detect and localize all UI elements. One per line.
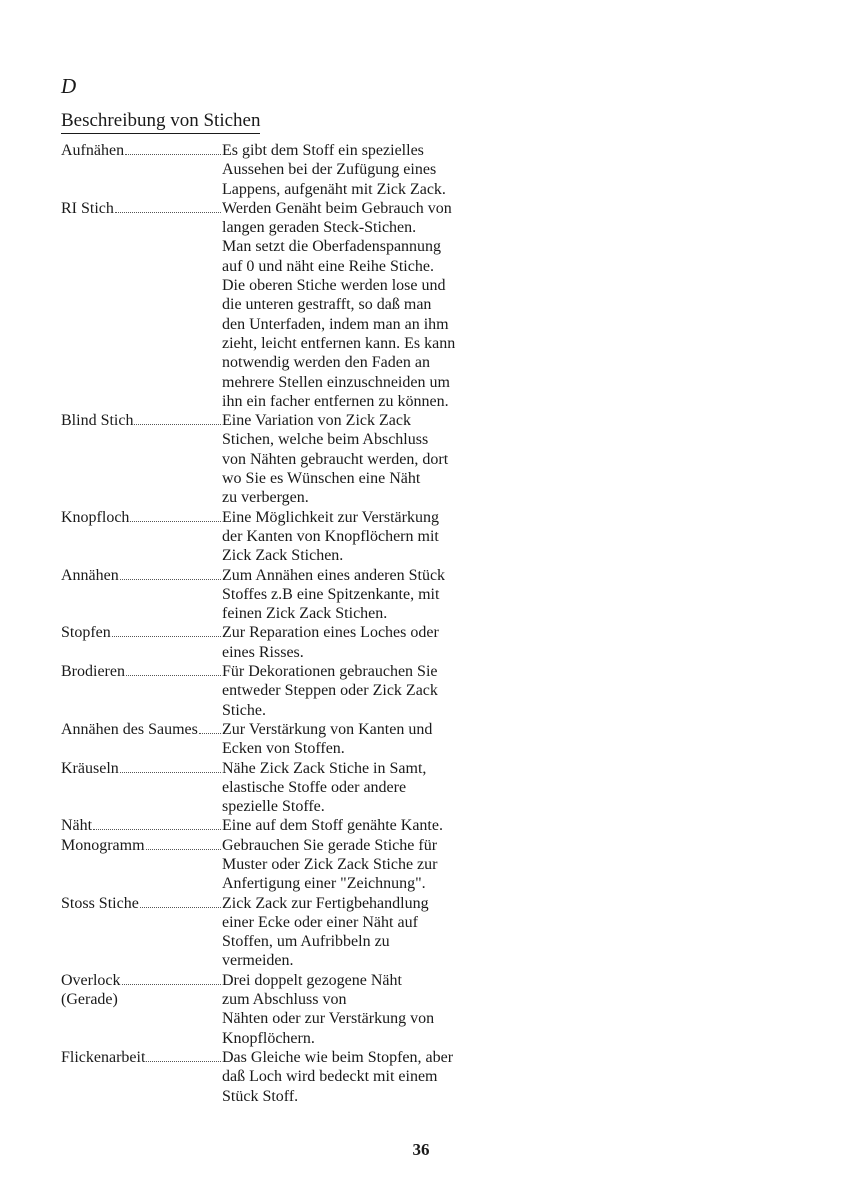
description-line: Knopflöchern. — [222, 1029, 315, 1047]
dot-leader — [140, 907, 221, 908]
description-line: Anfertigung einer "Zeichnung". — [222, 875, 426, 893]
glossary-term — [61, 662, 222, 720]
glossary-entry — [61, 508, 481, 566]
glossary-entry — [61, 894, 481, 971]
glossary-description — [222, 662, 481, 720]
term-text: Knopfloch — [61, 508, 130, 526]
description-line: wo Sie es Wünschen eine Näht — [222, 470, 421, 488]
glossary-description — [222, 141, 481, 199]
description-line: feinen Zick Zack Stichen. — [222, 605, 388, 623]
glossary-description — [222, 623, 481, 662]
description-line: Ecken von Stoffen. — [222, 740, 345, 758]
description-line: die unteren gestrafft, so daß man — [222, 296, 432, 314]
glossary-entry — [61, 141, 481, 199]
term-line — [61, 662, 222, 681]
glossary-entry — [61, 566, 481, 624]
description-line: daß Loch wird bedeckt mit einem — [222, 1068, 438, 1086]
glossary-entry — [61, 836, 481, 894]
description-line: Eine auf dem Stoff genähte Kante. — [222, 817, 443, 835]
section-letter: D — [61, 74, 77, 98]
glossary-entry — [61, 411, 481, 507]
term-text: Stopfen — [61, 624, 111, 642]
description-line: Nähten oder zur Verstärkung von — [222, 1010, 435, 1028]
dot-leader — [146, 849, 221, 850]
description-line: Stiche. — [222, 701, 266, 719]
glossary-term — [61, 971, 222, 1048]
glossary-term — [61, 508, 222, 566]
glossary-description — [222, 759, 481, 817]
term-line — [61, 894, 222, 913]
term-text: Annähen des Saumes — [61, 720, 198, 738]
description-line: Zur Verstärkung von Kanten und — [222, 720, 433, 738]
description-line: vermeiden. — [222, 952, 294, 970]
dot-leader — [122, 984, 221, 985]
dot-leader — [134, 424, 221, 425]
term-text: Monogramm — [61, 836, 145, 854]
description-line: den Unterfaden, indem man an ihm — [222, 315, 449, 333]
description-line: Stoffen, um Aufribbeln zu — [222, 933, 390, 951]
term-line — [61, 566, 222, 585]
dot-leader — [93, 829, 221, 830]
glossary-term — [61, 411, 222, 507]
dot-leader — [130, 521, 221, 522]
dot-leader — [120, 579, 221, 580]
dot-leader — [199, 733, 221, 734]
dot-leader — [115, 212, 221, 213]
term-line — [61, 836, 222, 855]
description-line: Stichen, welche beim Abschluss — [222, 431, 429, 449]
glossary-description — [222, 508, 481, 566]
dot-leader — [146, 1061, 221, 1062]
term-text: Overlock — [61, 971, 121, 989]
description-line: der Kanten von Knopflöchern mit — [222, 527, 439, 545]
description-line: langen geraden Steck-Stichen. — [222, 219, 417, 237]
term-text: (Gerade) — [61, 991, 118, 1009]
term-line — [61, 199, 222, 218]
glossary-term — [61, 816, 222, 835]
section-title: Beschreibung von Stichen — [61, 111, 260, 134]
description-line: Nähe Zick Zack Stiche in Samt, — [222, 759, 427, 777]
glossary-description — [222, 894, 481, 971]
term-text: Blind Stich — [61, 412, 134, 430]
glossary-entry — [61, 759, 481, 817]
description-line: zieht, leicht entfernen kann. Es kann — [222, 334, 456, 352]
description-line: Man setzt die Oberfadenspannung — [222, 238, 442, 256]
description-line: entweder Steppen oder Zick Zack — [222, 682, 438, 700]
description-line: spezielle Stoffe. — [222, 798, 325, 816]
term-line — [61, 141, 222, 160]
description-line: Eine Variation von Zick Zack — [222, 412, 411, 430]
term-text: Aufnähen — [61, 142, 125, 159]
description-line: Muster oder Zick Zack Stiche zur — [222, 855, 438, 873]
term-text: Näht — [61, 817, 93, 835]
glossary-entry — [61, 971, 481, 1048]
dot-leader — [125, 154, 221, 155]
glossary-entry — [61, 662, 481, 720]
glossary-entry — [61, 623, 481, 662]
description-line: ihn ein facher entfernen zu können. — [222, 392, 449, 410]
term-line — [61, 623, 222, 642]
glossary-term — [61, 1048, 222, 1106]
glossary-description — [222, 411, 481, 507]
term-text: Flickenarbeit — [61, 1048, 146, 1066]
glossary-description — [222, 720, 481, 759]
description-line: Zum Annähen eines anderen Stück — [222, 566, 446, 584]
description-line: Die oberen Stiche werden lose und — [222, 277, 446, 295]
description-line: Es gibt dem Stoff ein spezielles — [222, 142, 424, 159]
description-line: Das Gleiche wie beim Stopfen, aber — [222, 1048, 454, 1066]
glossary-description — [222, 816, 481, 835]
term-text: Brodieren — [61, 663, 125, 681]
description-line: von Nähten gebraucht werden, dort — [222, 450, 449, 468]
description-line: Lappens, aufgenäht mit Zick Zack. — [222, 180, 446, 198]
term-text: Stoss Stiche — [61, 894, 139, 912]
glossary-description — [222, 836, 481, 894]
description-line: Gebrauchen Sie gerade Stiche für — [222, 836, 438, 854]
description-line: Zur Reparation eines Loches oder — [222, 624, 439, 642]
description-line: zum Abschluss von — [222, 991, 347, 1009]
description-line: Zick Zack Stichen. — [222, 547, 344, 565]
page-number: 36 — [412, 1140, 430, 1159]
glossary-description — [222, 199, 481, 411]
glossary-entry — [61, 816, 481, 835]
term-line — [61, 411, 222, 430]
description-line: zu verbergen. — [222, 489, 309, 507]
glossary-term — [61, 623, 222, 662]
description-line: Aussehen bei der Zufügung eines — [222, 161, 437, 179]
term-line — [61, 1048, 222, 1067]
term-line — [61, 508, 222, 527]
glossary-term — [61, 759, 222, 817]
glossary-term — [61, 141, 222, 199]
glossary-entry — [61, 199, 481, 411]
glossary-entry — [61, 720, 481, 759]
term-line — [61, 990, 222, 1009]
description-line: einer Ecke oder einer Näht auf — [222, 913, 418, 931]
dot-leader — [126, 675, 221, 676]
glossary-description — [222, 971, 481, 1048]
description-line: Stück Stoff. — [222, 1087, 299, 1105]
term-line — [61, 816, 222, 835]
description-line: Stoffes z.B eine Spitzenkante, mit — [222, 585, 440, 603]
term-text: RI Stich — [61, 199, 114, 217]
description-line: Werden Genäht beim Gebrauch von — [222, 199, 452, 217]
dot-leader — [112, 636, 221, 637]
description-line: Zick Zack zur Fertigbehandlung — [222, 894, 429, 912]
description-line: Eine Möglichkeit zur Verstärkung — [222, 508, 439, 526]
term-text: Kräuseln — [61, 759, 119, 777]
glossary-term — [61, 720, 222, 759]
description-line: Drei doppelt gezogene Näht — [222, 971, 402, 989]
term-text: Annähen — [61, 566, 119, 584]
glossary-entry — [61, 1048, 481, 1106]
glossary-description — [222, 566, 481, 624]
glossary-term — [61, 894, 222, 971]
term-line — [61, 720, 222, 739]
description-line: notwendig werden den Faden an — [222, 354, 430, 372]
glossary-term — [61, 199, 222, 411]
description-line: Für Dekorationen gebrauchen Sie — [222, 663, 438, 681]
description-line: auf 0 und näht eine Reihe Stiche. — [222, 257, 434, 275]
glossary-term — [61, 566, 222, 624]
glossary-description — [222, 1048, 481, 1106]
description-line: eines Risses. — [222, 643, 304, 661]
dot-leader — [120, 772, 221, 773]
glossary-term — [61, 836, 222, 894]
description-line: elastische Stoffe oder andere — [222, 778, 407, 796]
description-line: mehrere Stellen einzuschneiden um — [222, 373, 450, 391]
term-line — [61, 759, 222, 778]
stitch-glossary — [61, 141, 481, 1106]
term-line — [61, 971, 222, 990]
